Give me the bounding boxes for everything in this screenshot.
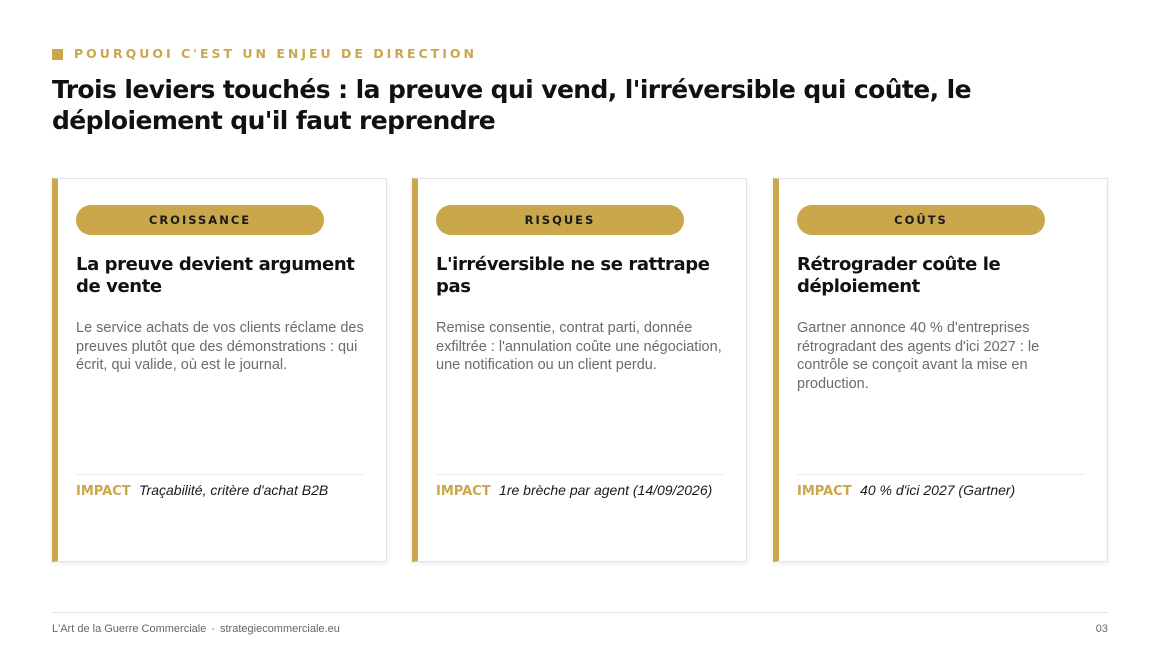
impact-value: 1re brèche par agent (14/09/2026) bbox=[499, 482, 713, 498]
card-title: La preuve devient argument de vente bbox=[76, 254, 355, 297]
card-risques bbox=[412, 178, 747, 562]
eyebrow-label: POURQUOI C'EST UN ENJEU DE DIRECTION bbox=[74, 46, 477, 61]
card-tag: RISQUES bbox=[436, 205, 684, 235]
card-impact bbox=[436, 482, 728, 500]
impact-label: IMPACT bbox=[76, 484, 131, 499]
card-impact bbox=[797, 482, 1089, 500]
page-number: 03 bbox=[1095, 623, 1108, 635]
card-title: L'irréversible ne se rattrape pas bbox=[436, 254, 710, 297]
footer-credits bbox=[52, 623, 340, 635]
card-impact bbox=[76, 482, 368, 500]
card-title: Rétrograder coûte le déploiement bbox=[797, 254, 1001, 297]
card-body: Le service achats de vos clients réclame des preuves plutôt que des démonstrations : qui écrit, qui valide, où est le journal. bbox=[76, 320, 364, 373]
footer-site: strategiecommerciale.eu bbox=[220, 623, 340, 635]
card-tag: COÛTS bbox=[797, 205, 1045, 235]
slide-title: Trois leviers touchés : la preuve qui vend, l'irréversible qui coûte, le déploiement qu'il faut reprendre bbox=[52, 75, 971, 135]
card-couts bbox=[773, 178, 1108, 562]
card-croissance bbox=[52, 178, 387, 562]
impact-value: Traçabilité, critère d'achat B2B bbox=[139, 482, 329, 498]
card-tag: CROISSANCE bbox=[76, 205, 324, 235]
impact-label: IMPACT bbox=[797, 484, 852, 499]
footer-separator: · bbox=[211, 623, 215, 635]
impact-value: 40 % d'ici 2027 (Gartner) bbox=[860, 482, 1016, 498]
section-eyebrow bbox=[52, 47, 477, 61]
levers-cards bbox=[52, 178, 1108, 562]
card-body: Gartner annonce 40 % d'entreprises rétrogradant des agents d'ici 2027 : le contrôle se conçoit avant la mise en production. bbox=[797, 320, 1040, 392]
footer-divider bbox=[52, 612, 1108, 613]
card-body: Remise consentie, contrat parti, donnée exfiltrée : l'annulation coûte une négociation, une notification ou un client perdu. bbox=[436, 320, 722, 373]
card-divider bbox=[76, 474, 364, 475]
impact-label: IMPACT bbox=[436, 484, 491, 499]
card-divider bbox=[797, 474, 1085, 475]
footer-brand: L'Art de la Guerre Commerciale bbox=[52, 623, 207, 635]
card-divider bbox=[436, 474, 724, 475]
eyebrow-square-icon bbox=[52, 49, 63, 60]
